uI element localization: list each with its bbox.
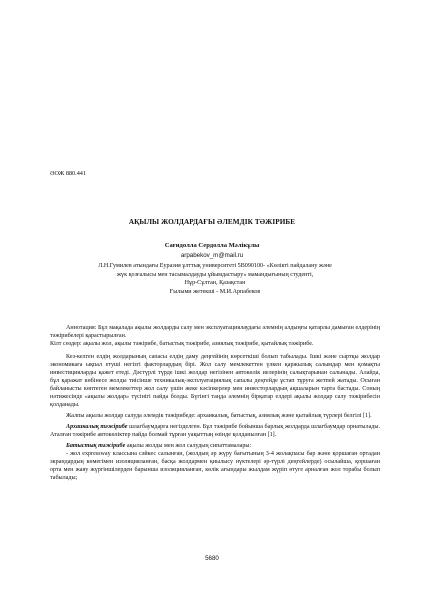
- author-email: arpabekov_m@mail.ru: [180, 252, 244, 259]
- author-name: Сағидолла Сердолла Мәлікұлы: [164, 242, 260, 249]
- paragraph: Кез-келген елдің жолдарының сапасы елдің даму деңгейінің көрсеткіші болып табылады. Ішкі және сыртқы жолдар экономикаға ықпал етуші негізгі факторлардың бірі. Жол салу мемлекеттен үлкен қаржылық салымдар мен қомақты инвестицияларды қажет етеді. Дәстүрлі түрде ішкі жолдар негізінен автокөлік иелерінің салықтарынан салынады. Алайда, бұл қаражат көбінесе жолды тиісінше техникалық-эксплуатациялық сапалы деңгейде ұстап тұруға жетпей жатады. Осыған байланысты көптеген мемлекеттер жол салу үшін жеке кәсіпкерлер мен инвесторлардың ақшаларын тарта бастады. Соның нәтижесінде «ақылы жолдар» түсінігі пайда болды. Бүгінгі таңда әлемнің бірқатар елдері ақылы жолдар салу тәжірибесін қолданады.: [50, 353, 380, 408]
- affiliation-line: жүк қозғалысы мен тасымалдауды ұйымдастыру» мамандығының студенті,: [116, 271, 314, 278]
- udc-code: ӘОЖ 880.441: [50, 170, 86, 177]
- paragraph-lead: Батыстық тәжірибе: [66, 443, 126, 450]
- affiliation-line: Ғылыми жетекші - М.И.Арпабеков: [169, 288, 261, 295]
- paper-title: АҚЫЛЫ ЖОЛДАРДАҒЫ ӘЛЕМДІК ТӘЖІРИБЕ: [128, 218, 296, 226]
- paragraph-text: шлагбаумдарға негізделген. Бұл тәжірибе бойынша барлық жолдарда шлагбаумдар орнатылады. Аталған тәжірибе автокөліктер пайда болмай тұрған уақыттың өзінде қолданылған [1].: [50, 424, 380, 439]
- paragraph: [50, 442, 380, 450]
- paragraph: Жалпы ақылы жолдар салуда әлемдік тәжірибеде: архаикалық, батыстық, азиялық және қытайлық түрлері белгілі [1].: [66, 412, 372, 419]
- page-number: 5680: [205, 555, 219, 562]
- affiliation-line: Л.Н.Гумилев атындағы Еуразия ұлттық университеті 5В090100- «Көлікті пайдалану және: [98, 263, 332, 269]
- keywords: Кілт сөздер: ақылы жол, ақылы тәжірибе, батыстық тәжірибе, азиялық тәжірибе, қытайлық тәжірибе.: [50, 341, 314, 348]
- paragraph-text: ақылы жолды мен жол салудың сипаттамалары:: [125, 443, 252, 450]
- paragraph: [50, 423, 380, 439]
- affiliation-line: Нұр-Сұлтан, Қазақстан: [184, 280, 246, 287]
- paragraph: - жол expressway классына сәйкес салынған, (жолдың әр жүру бағытының 3-4 жолақпасы бар және қоршаған ортадан экрандардың көмегімен изоляцияланған, басқа жолдармен қиылысу нүктелері әр-түрлі деңгейлерде) осылайша, қоршаған орта мен жаяу жүргіншілерден барынша изоляцияланған, көлік ағындары жылдам жүріп өтуге арналған жол торабы болып табылады;: [50, 451, 380, 482]
- affiliation: [70, 262, 360, 296]
- abstract: Аннотация: Бұл мақалада ақылы жолдарды салу мен эксплуатациялаудағы әлемнің алдыңғы қатарлы дамыған елдерінің тәжірибелері қарастырылған.: [50, 325, 380, 340]
- paragraph-lead: Архаикалық тәжірибе: [66, 424, 128, 431]
- article-body: [50, 324, 380, 482]
